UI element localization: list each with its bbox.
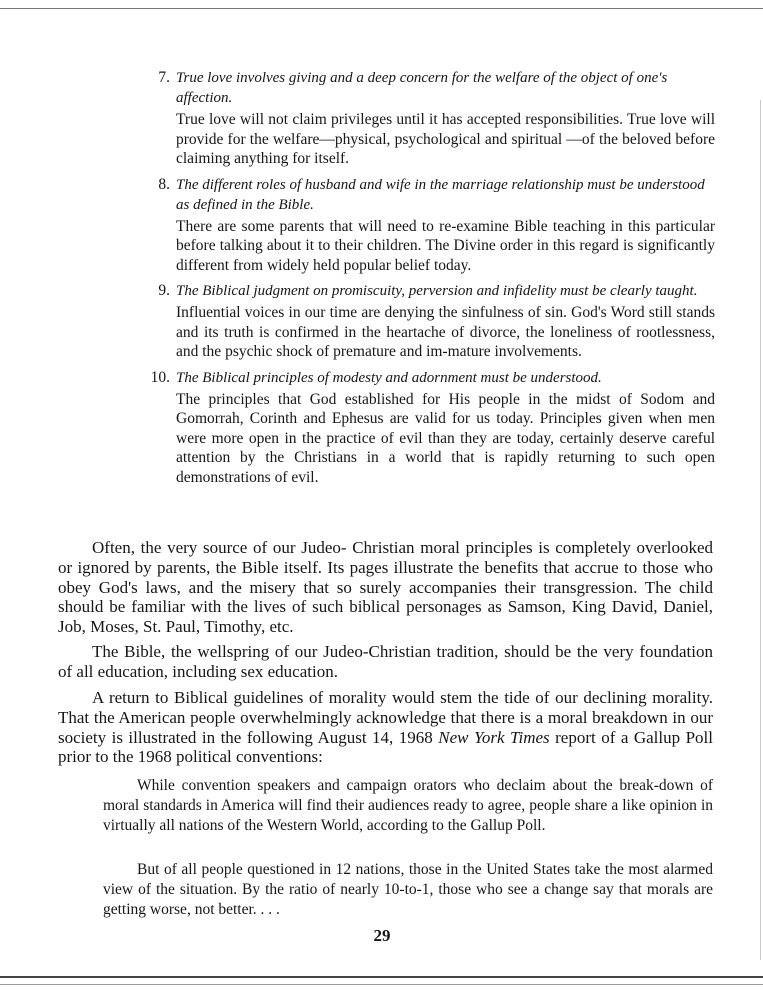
numbered-list (140, 68, 715, 493)
list-item (140, 175, 715, 276)
page-number: 29 (373, 926, 391, 945)
body-paragraph (58, 688, 713, 767)
bottom-rule (0, 976, 763, 978)
block-quote: But of all people questioned in 12 nations, those in the United States take the most alarmed view of the situation. By the ratio of nearly 10-to-1, those who see a change say that morals are getting worse, not better. . . . (103, 861, 713, 918)
item-body: The principles that God established for His people in the midst of Sodom and Gomorrah, Corinth and Ephesus are valid for us today. Principles given when men were more open in the practice of evil than they are today, certainly deserve careful attention by the Christians in a world that is rapidly returning to such open demonstrations of evil. (176, 390, 715, 486)
item-body: There are some parents that will need to re-examine Bible teaching in this particular before talking about it to their children. The Divine order in this regard is significantly different from widely held popular belief today. (176, 217, 715, 274)
bottom-rule (0, 984, 763, 985)
list-item (140, 281, 715, 362)
item-title: The Biblical judgment on promiscuity, perversion and infidelity must be clearly taught. (176, 283, 698, 299)
paragraph-text: report of a Gallup Poll prior to the 1968 political conventions: (58, 727, 713, 767)
item-title: The Biblical principles of modesty and adornment must be understood. (176, 369, 602, 386)
body-paragraph: Often, the very source of our Judeo- Christian moral principles is completely overlooked or ignored by parents, the Bible itself. Its pages illustrate the benefits that accrue to those who obey God's laws, and the misery that so surely accompanies their transgression. The child should be familiar with the lives of such biblical personages as Samson, King David, Daniel, Job, Moses, St. Paul, Timothy, etc. (58, 538, 713, 637)
item-title: True love involves giving and a deep concern for the welfare of the object of one's affection. (176, 70, 668, 106)
page-edge (760, 100, 761, 960)
list-item (140, 68, 715, 169)
item-title: The different roles of husband and wife in the marriage relationship must be understood as defined in the Bible. (176, 176, 705, 213)
item-body: True love will not claim privileges until it has accepted responsibilities. True love will provide for the welfare—physical, psychological and spiritual —of the beloved before claiming anything for itself. (176, 111, 715, 167)
item-number: 9. (158, 282, 170, 299)
list-item (140, 368, 715, 488)
item-number: 7. (158, 69, 170, 86)
body-paragraph: The Bible, the wellspring of our Judeo-Christian tradition, should be the very foundation of all education, including sex education. (58, 642, 713, 681)
top-rule (0, 8, 763, 9)
item-number: 8. (158, 175, 170, 193)
block-quote: While convention speakers and campaign orators who declaim about the break-down of moral standards in America will find their audiences ready to agree, people share a like opinion in virtually all nations of the Western World, according to the Gallup Poll. (103, 777, 713, 834)
newspaper-title: New York Times (438, 727, 550, 747)
item-number: 10. (150, 368, 170, 386)
paragraph-text: A return to Biblical guidelines of morality would stem the tide of our declining morality. That the American people overwhelmingly acknowledge that there is a moral breakdown in our society is illustrated in the following August 14, 1968 (58, 688, 713, 747)
item-body: Influential voices in our time are denying the sinfulness of sin. God's Word still stands and its truth is confirmed in the heartache of divorce, the loneliness of rootlessness, and the psychic shock of premature and im-mature involvements. (176, 304, 715, 360)
